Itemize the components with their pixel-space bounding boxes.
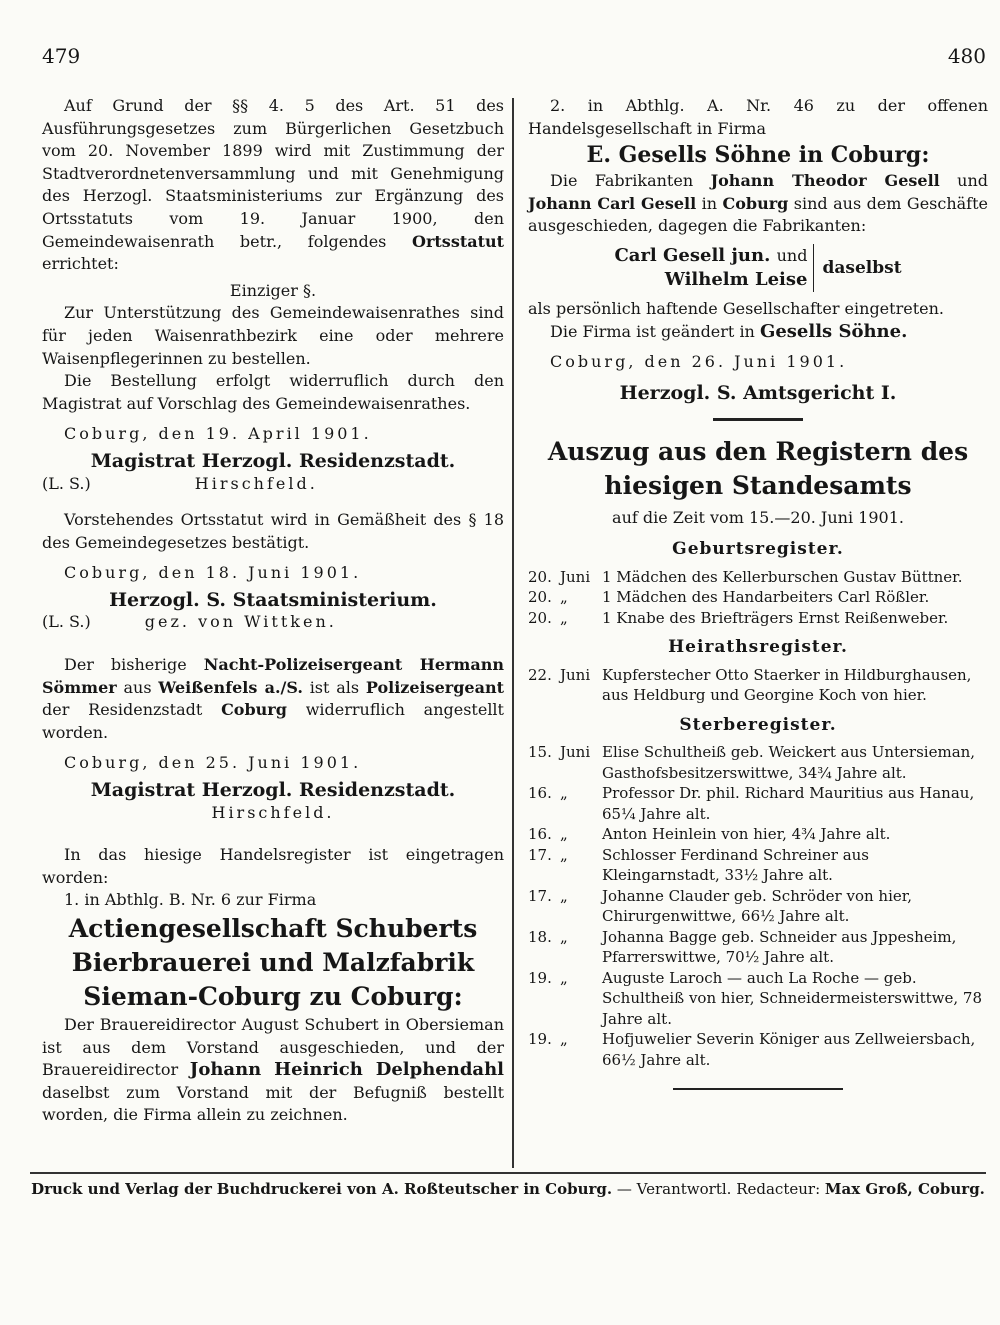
- entry-day: 17.: [528, 845, 552, 864]
- paragraph-name-change: [528, 321, 988, 344]
- entry-text: 1 Mädchen des Kellerburschen Gustav Büttner.: [602, 567, 963, 586]
- list-item: [528, 742, 988, 783]
- entry-2-intro: 2. in Abthlg. A. Nr. 46 zu der offenen Handelsgesellschaft in Firma: [528, 96, 988, 138]
- signature: Hirschfeld.: [194, 473, 318, 493]
- list-item: [528, 567, 988, 588]
- heirat-list: [528, 665, 988, 706]
- name-bold: Johann Theodor Gesell: [710, 171, 940, 191]
- new-partners: [528, 244, 988, 292]
- entry-text: Schlosser Ferdinand Schreiner aus Kleingarnstadt, 33½ Jahre alt.: [602, 845, 870, 885]
- editor-name: Max Groß, Coburg.: [824, 1180, 985, 1198]
- list-item: [528, 845, 988, 886]
- geburt-title: Geburtsregister.: [672, 538, 844, 559]
- entry-day: 18.: [528, 927, 552, 946]
- list-item: [528, 783, 988, 824]
- text: Die Firma ist geändert in: [550, 321, 755, 341]
- date-4: Coburg, den 26. Juni 1901.: [550, 352, 848, 372]
- paragraph-2: Zur Unterstützung des Gemeindewaisenrathes sind für jeden Waisenrathbezirk eine oder mehrere Waisenpflegerinnen zu bestellen.: [42, 303, 504, 368]
- page-number-right: 480: [947, 44, 986, 68]
- seal-mark: (L. S.): [42, 473, 91, 493]
- name-bold: Nacht-Polizeisergeant Hermann Sömmer: [42, 655, 504, 697]
- right-column: [528, 95, 988, 1104]
- entry-month: „: [560, 845, 568, 864]
- list-item: [528, 1029, 988, 1070]
- left-column: [42, 95, 504, 1127]
- entry-day: 15.: [528, 743, 552, 762]
- entry-day: 16.: [528, 825, 552, 844]
- entry-month: „: [560, 784, 568, 803]
- entry-month: „: [560, 927, 568, 946]
- entry-month: „: [560, 825, 568, 844]
- place-bold: Weißenfels a./S.: [158, 677, 303, 697]
- text: in: [701, 193, 718, 213]
- signature-3: Hirschfeld.: [211, 802, 335, 822]
- entry-day: 20.: [528, 567, 552, 586]
- date-2: Coburg, den 18. Juni 1901.: [64, 563, 362, 583]
- printer-name: Buchdruckerei von A. Roßteutscher in Coburg.: [216, 1180, 613, 1198]
- entry-month: „: [560, 1030, 568, 1049]
- entry-1-intro: 1. in Abthlg. B. Nr. 6 zur Firma: [64, 890, 317, 910]
- entry-month: „: [560, 886, 568, 905]
- paragraph-3: Die Bestellung erfolgt widerruflich durch den Magistrat auf Vorschlag des Gemeindewaisenrathes.: [42, 371, 504, 413]
- column-divider: [512, 98, 514, 1168]
- text: der Residenzstadt: [42, 700, 203, 720]
- text: aus: [123, 677, 152, 697]
- entry-text: Auguste Laroch — auch La Roche — geb. Schultheiß von hier, Schneidermeisterswittwe, 78 Jahre alt.: [602, 968, 982, 1028]
- partner-1: Carl Gesell jun.: [614, 244, 771, 266]
- list-item: [528, 886, 988, 927]
- entry-text: 1 Mädchen des Handarbeiters Carl Rößler.: [602, 588, 930, 607]
- text: Der bisherige: [64, 655, 187, 675]
- partner-names: [614, 244, 814, 292]
- location-word: daselbst: [822, 257, 902, 278]
- entry-day: 19.: [528, 968, 552, 987]
- auszug-title: Auszug aus den Registern des hiesigen Standesamts: [547, 437, 969, 501]
- city-bold: Coburg: [221, 700, 287, 720]
- entry-month: Juni: [560, 567, 591, 586]
- paragraph-4: Vorstehendes Ortsstatut wird in Gemäßheit des § 18 des Gemeindegesetzes bestätigt.: [42, 510, 504, 552]
- paragraph-8: [42, 1014, 504, 1127]
- entry-text: 1 Knabe des Briefträgers Ernst Reißenweber.: [602, 608, 949, 627]
- seal-mark: (L. S.): [42, 612, 91, 632]
- entry-month: „: [560, 608, 568, 627]
- entry-month: „: [560, 588, 568, 607]
- name-bold: Johann Heinrich Delphendahl: [189, 1059, 504, 1081]
- text: und: [957, 171, 989, 191]
- signature: gez. von Wittken.: [144, 612, 337, 632]
- authority-4: Herzogl. S. Amtsgericht I.: [619, 381, 897, 404]
- firm-bold: Gesells Söhne.: [759, 320, 908, 342]
- text: widerruflich angestellt worden.: [42, 700, 504, 742]
- firm-name-2: E. Gesells Söhne in Coburg:: [586, 142, 930, 169]
- text: ist als: [309, 677, 360, 697]
- list-item: [528, 968, 988, 1030]
- entry-month: „: [560, 968, 568, 987]
- entry-month: Juni: [560, 665, 591, 684]
- geburt-list: [528, 567, 988, 629]
- entry-month: Juni: [560, 743, 591, 762]
- seal-signature-1: [42, 473, 504, 496]
- entry-text: Elise Schultheiß geb. Weickert aus Untersieman, Gasthofsbesitzerswittwe, 34¾ Jahre alt.: [602, 743, 976, 782]
- partner-2: Wilhelm Leise: [664, 268, 808, 290]
- ortsstatut-intro: [42, 95, 504, 276]
- entry-day: 20.: [528, 608, 552, 627]
- text: Der Brauereidirector August Schubert in Obersieman ist aus dem Vorstand ausgeschieden, und der Brauereidirector: [42, 1015, 504, 1080]
- end-rule: [673, 1088, 843, 1090]
- firm-name-1: Actiengesellschaft Schuberts Bierbrauerei und Malzfabrik Sieman-Coburg zu Coburg:: [68, 914, 478, 1011]
- entry-text: Johanne Clauder geb. Schröder von hier, Chirurgenwittwe, 66½ Jahre alt.: [602, 886, 913, 926]
- name-bold: Johann Carl Gesell: [528, 193, 697, 213]
- sterbe-title: Sterberegister.: [679, 714, 837, 735]
- period: auf die Zeit vom 15.—20. Juni 1901.: [612, 508, 904, 528]
- entry-text: Johanna Bagge geb. Schneider aus Jppesheim, Pfarrerswittwe, 70½ Jahre alt.: [602, 927, 957, 967]
- paragraph-firm: [528, 170, 988, 238]
- entry-day: 16.: [528, 784, 552, 803]
- entry-text: Anton Heinlein von hier, 4¾ Jahre alt.: [602, 825, 891, 844]
- date-3: Coburg, den 25. Juni 1901.: [64, 753, 362, 773]
- text: daselbst zum Vorstand mit der Befugniß bestellt worden, die Firma allein zu zeichnen.: [42, 1082, 504, 1125]
- text: und: [776, 245, 808, 265]
- paragraph-6: In das hiesige Handelsregister ist eingetragen worden:: [42, 845, 504, 887]
- authority-1: Magistrat Herzogl. Residenzstadt.: [90, 449, 456, 472]
- entry-day: 19.: [528, 1030, 552, 1049]
- footer-rule: [30, 1172, 986, 1174]
- list-item: [528, 927, 988, 968]
- entry-text: Professor Dr. phil. Richard Mauritius aus Hanau, 65¼ Jahre alt.: [602, 784, 975, 823]
- paragraph-partners: als persönlich haftende Gesellschafter eingetreten.: [528, 298, 944, 318]
- seal-signature-2: [42, 611, 504, 634]
- entry-day: 20.: [528, 588, 552, 607]
- intro-text: Auf Grund der §§ 4. 5 des Art. 51 des Ausführungsgesetzes zum Bürgerlichen Gesetzbuch vom 20. November 1899 wird mit Zustimmung der Stadtverordnetenversammlung und mit Genehmigung des Herzogl. Staatsministeriums zur Ergänzung des Ortsstatuts vom 19. Januar 1900, den Gemeindewaisenrath betr., folgendes: [42, 96, 504, 251]
- intro-end: errichtet:: [42, 254, 119, 274]
- authority-3: Magistrat Herzogl. Residenzstadt.: [90, 779, 456, 802]
- text: Die Fabrikanten: [550, 171, 694, 191]
- authority-2: Herzogl. S. Staatsministerium.: [109, 588, 437, 611]
- entry-text: Kupferstecher Otto Staerker in Hildburghausen, aus Heldburg und Georgine Koch von hier.: [602, 665, 972, 705]
- entry-day: 22.: [528, 665, 552, 684]
- list-item: [528, 824, 988, 845]
- entry-text: Hofjuwelier Severin Königer aus Zellweiersbach, 66½ Jahre alt.: [602, 1030, 976, 1069]
- imprint-footer: [30, 1180, 986, 1198]
- paragraph-5: [42, 654, 504, 744]
- imprint-text: Druck und Verlag der: [31, 1180, 212, 1198]
- imprint-text: — Verantwortl. Redacteur:: [616, 1180, 821, 1198]
- list-item: [528, 608, 988, 629]
- list-item: [528, 665, 988, 706]
- section-heading: Einziger §.: [229, 280, 317, 300]
- entry-day: 17.: [528, 886, 552, 905]
- title-bold: Polizeisergeant: [365, 677, 504, 697]
- text: sind aus dem Geschäfte ausgeschieden, dagegen die Fabrikanten:: [528, 193, 989, 236]
- list-item: [528, 587, 988, 608]
- heirat-title: Heirathsregister.: [668, 637, 848, 658]
- page-number-left: 479: [42, 44, 81, 68]
- section-rule: [713, 418, 803, 421]
- sterbe-list: [528, 742, 988, 1070]
- ortsstatut-bold: Ortsstatut: [412, 231, 504, 251]
- city-bold: Coburg: [722, 193, 789, 213]
- date-1: Coburg, den 19. April 1901.: [64, 424, 372, 444]
